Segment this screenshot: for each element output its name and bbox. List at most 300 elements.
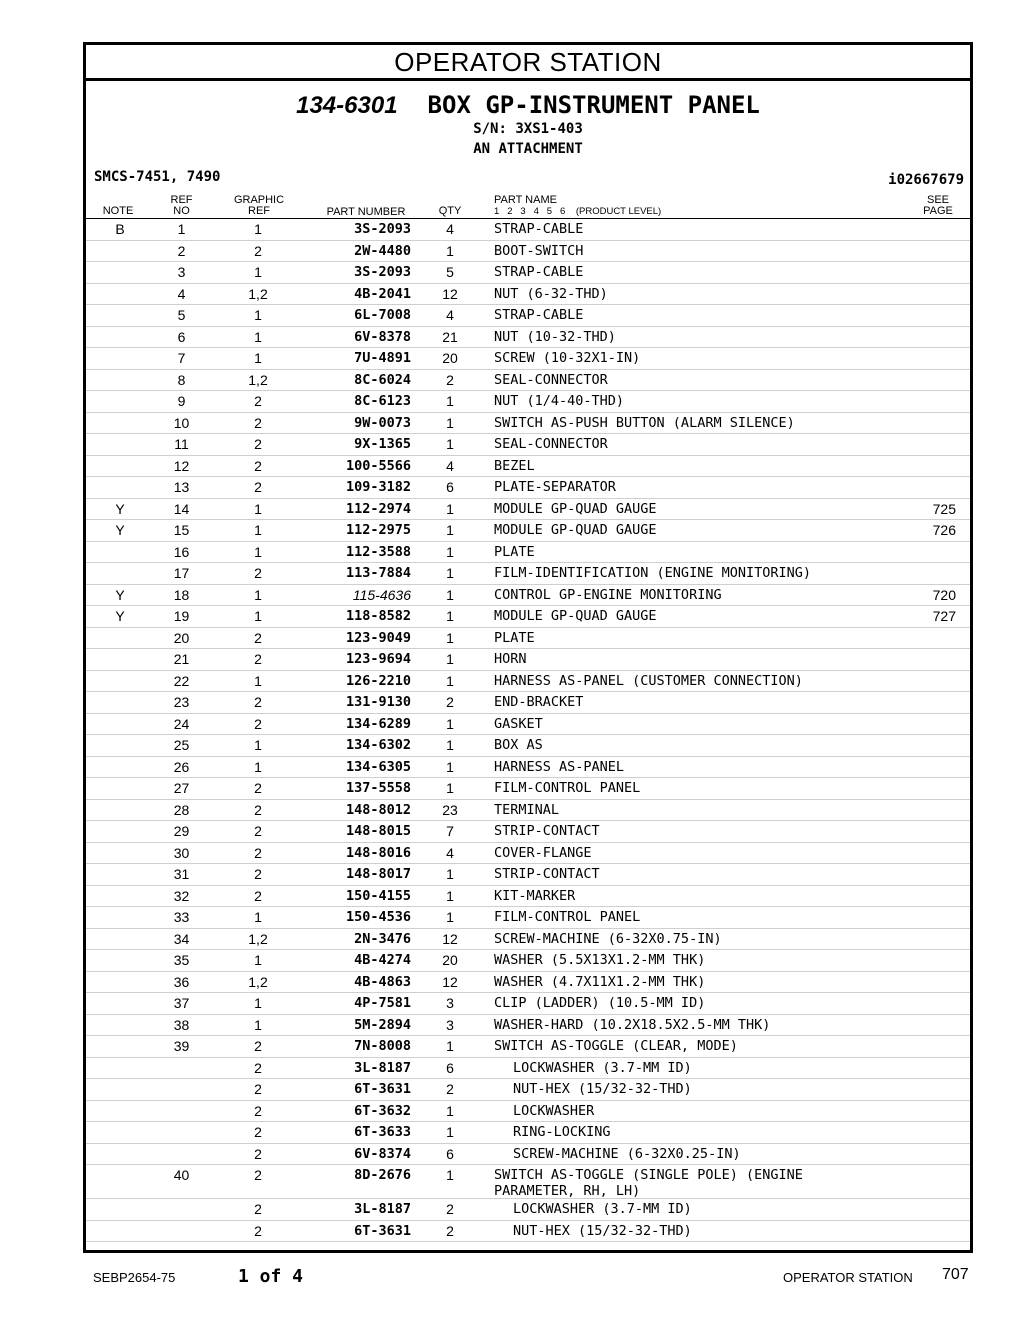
part-number-cell: 109-3182 (345, 479, 411, 495)
part-number-cell: 3L-8187 (354, 1059, 411, 1076)
parts-list-frame (83, 42, 973, 1253)
note-cell: Y (115, 608, 125, 624)
graphic-ref-cell: 2 (254, 436, 262, 452)
part-number-cell: 148-8015 (345, 823, 411, 839)
col-ref-no-line2: NO (173, 205, 190, 217)
group-part-number: 134-6301 (296, 92, 398, 119)
see-page-cell: 727 (932, 608, 956, 624)
part-name-cell: NUT-HEX (15/32-32-THD) (513, 1081, 692, 1097)
qty-cell: 12 (442, 285, 458, 302)
part-name-cell: SEAL-CONNECTOR (494, 436, 608, 452)
table-row (86, 821, 970, 843)
see-page-cell: 720 (932, 586, 956, 603)
part-number-cell: 6V-8374 (354, 1145, 411, 1162)
part-name-cell: PLATE-SEPARATOR (494, 479, 616, 495)
ref-no-cell: 5 (177, 307, 186, 323)
part-number-cell: 126-2210 (345, 672, 411, 689)
part-name-cell: FILM-IDENTIFICATION (ENGINE MONITORING) (494, 565, 811, 581)
note-cell: Y (115, 586, 125, 603)
qty-cell: 12 (442, 930, 458, 947)
part-name-cell: STRAP-CABLE (494, 264, 584, 280)
qty-cell: 6 (446, 1059, 454, 1076)
ref-no-cell: 24 (173, 715, 190, 732)
part-name-cell: FILM-CONTROL PANEL (494, 780, 641, 796)
graphic-ref-cell: 2 (254, 242, 262, 259)
table-row (86, 1015, 970, 1037)
part-name-cell: WASHER (4.7X11X1.2-MM THK) (494, 973, 706, 990)
part-name-cell: SEAL-CONNECTOR (494, 371, 608, 388)
part-number-cell: 4P-7581 (354, 995, 411, 1011)
graphic-ref-cell: 1 (254, 952, 262, 968)
part-number-cell: 113-7884 (345, 565, 411, 581)
part-name-cell: LOCKWASHER (513, 1102, 595, 1119)
ref-no-cell: 40 (173, 1167, 190, 1183)
graphic-ref-cell: 2 (254, 1038, 262, 1054)
part-name-cell: STRIP-CONTACT (494, 866, 600, 882)
ref-no-cell: 13 (173, 479, 190, 495)
part-number-cell: 6T-3633 (354, 1124, 411, 1140)
part-number-cell: 112-2974 (345, 500, 411, 517)
table-row (86, 305, 970, 327)
table-row (86, 520, 970, 542)
table-row (86, 757, 970, 779)
table-row (86, 972, 970, 994)
col-part-number: PART NUMBER (326, 206, 406, 218)
part-number-cell: 3L-8187 (354, 1201, 411, 1217)
section-title: OPERATOR STATION (86, 45, 970, 81)
part-name-cell: NUT-HEX (15/32-32-THD) (513, 1222, 692, 1239)
table-row (86, 219, 970, 241)
part-number-cell: 8D-2676 (354, 1167, 411, 1183)
table-row (86, 671, 970, 693)
qty-cell: 1 (446, 500, 454, 517)
qty-cell: 4 (446, 457, 454, 474)
ref-no-cell: 32 (173, 887, 190, 904)
table-row (86, 370, 970, 392)
part-name-cell: SWITCH AS-TOGGLE (SINGLE POLE) (ENGINE PARAMETER, RH, LH) (494, 1167, 803, 1199)
ref-no-cell: 27 (173, 780, 190, 796)
graphic-ref-cell: 1 (254, 500, 262, 517)
graphic-ref-cell: 2 (254, 694, 262, 710)
part-name-cell: SWITCH AS-PUSH BUTTON (ALARM SILENCE) (494, 414, 795, 431)
part-name-cell: MODULE GP-QUAD GAUGE (494, 500, 657, 517)
table-row (86, 1122, 970, 1144)
table-row (86, 284, 970, 306)
part-number-cell: 7U-4891 (354, 350, 411, 366)
part-number-cell: 5M-2894 (354, 1016, 411, 1033)
col-see-page-line2: PAGE (923, 205, 953, 217)
graphic-ref-cell: 2 (254, 780, 262, 796)
ref-no-cell: 2 (177, 242, 186, 259)
part-name-cell: GASKET (494, 715, 543, 732)
part-name-cell: RING-LOCKING (513, 1124, 611, 1140)
table-row (86, 950, 970, 972)
ref-no-cell: 17 (173, 565, 190, 581)
part-number-cell: 3S-2093 (354, 264, 411, 280)
part-number-cell: 7N-8008 (354, 1038, 411, 1054)
graphic-ref-cell: 1 (254, 543, 262, 560)
part-name-cell: CLIP (LADDER) (10.5-MM ID) (494, 995, 706, 1011)
ref-no-cell: 7 (177, 350, 186, 366)
graphic-ref-cell: 1 (254, 586, 262, 603)
graphic-ref-cell: 2 (254, 823, 262, 839)
part-name-cell: STRIP-CONTACT (494, 823, 600, 839)
table-row (86, 843, 970, 865)
col-note: NOTE (102, 205, 134, 217)
part-name-cell: SWITCH AS-TOGGLE (CLEAR, MODE) (494, 1038, 738, 1054)
ref-no-cell: 4 (177, 285, 186, 302)
part-number-cell: 134-6302 (345, 737, 411, 753)
graphic-ref-cell: 2 (254, 715, 262, 732)
ref-no-cell: 38 (173, 1016, 190, 1033)
part-name-cell: LOCKWASHER (3.7-MM ID) (513, 1059, 692, 1076)
qty-cell: 2 (446, 1081, 454, 1097)
graphic-ref-cell: 1 (254, 995, 262, 1011)
table-row (86, 241, 970, 263)
table-row (86, 993, 970, 1015)
group-part-name: BOX GP-INSTRUMENT PANEL (427, 91, 760, 119)
qty-cell: 2 (446, 1201, 454, 1217)
graphic-ref-cell: 2 (254, 887, 262, 904)
graphic-ref-cell: 1,2 (248, 371, 268, 388)
qty-cell: 4 (446, 844, 454, 861)
graphic-ref-cell: 1 (254, 350, 262, 366)
part-name-cell: SCREW-MACHINE (6-32X0.25-IN) (513, 1145, 741, 1162)
part-number-cell: 134-6305 (345, 758, 411, 775)
qty-cell: 1 (446, 1167, 454, 1183)
qty-cell: 12 (442, 973, 458, 990)
ref-no-cell: 6 (177, 328, 186, 345)
part-number-cell: 8C-6024 (354, 371, 411, 388)
col-ref-no (164, 195, 199, 217)
part-name-cell: LOCKWASHER (3.7-MM ID) (513, 1201, 692, 1217)
ref-no-cell: 11 (174, 436, 189, 452)
qty-cell: 7 (446, 823, 454, 839)
part-name-cell: KIT-MARKER (494, 887, 576, 904)
ref-no-cell: 36 (173, 973, 190, 990)
graphic-ref-cell: 2 (254, 629, 262, 646)
table-row (86, 1221, 970, 1243)
ref-no-cell: 30 (173, 844, 190, 861)
part-number-cell: 123-9049 (345, 629, 411, 646)
ref-no-cell: 19 (173, 608, 190, 624)
note-cell: Y (115, 500, 125, 517)
ref-no-cell: 25 (173, 737, 190, 753)
part-number-cell: 2W-4480 (354, 242, 411, 259)
ref-no-cell: 1 (177, 221, 186, 237)
table-row (86, 262, 970, 284)
ref-no-cell: 39 (173, 1038, 190, 1054)
part-number-cell: 137-5558 (345, 780, 411, 796)
graphic-ref-cell: 2 (254, 1167, 262, 1183)
part-number-cell: 115-4636 (352, 586, 411, 603)
graphic-ref-cell: 1 (254, 672, 262, 689)
table-row (86, 735, 970, 757)
part-number-cell: 9X-1365 (354, 436, 411, 452)
part-number-cell: 150-4536 (345, 909, 411, 925)
part-number-cell: 112-2975 (345, 522, 411, 538)
part-name-cell: SCREW (10-32X1-IN) (494, 350, 641, 366)
qty-cell: 20 (442, 952, 458, 968)
qty-cell: 1 (446, 1102, 454, 1119)
part-number-cell: 150-4155 (345, 887, 411, 904)
graphic-ref-cell: 1 (254, 737, 262, 753)
note-cell: Y (115, 522, 125, 538)
graphic-ref-cell: 2 (254, 414, 262, 431)
qty-cell: 1 (446, 393, 454, 409)
qty-cell: 1 (446, 543, 454, 560)
table-row (86, 477, 970, 499)
col-part-name-line1: PART NAME (494, 194, 557, 206)
qty-cell: 1 (446, 565, 454, 581)
part-name-cell: HARNESS AS-PANEL (CUSTOMER CONNECTION) (494, 672, 803, 689)
qty-cell: 6 (446, 479, 454, 495)
qty-cell: 1 (446, 608, 454, 624)
qty-cell: 1 (446, 780, 454, 796)
part-number-cell: 4B-4274 (354, 952, 411, 968)
table-row (86, 649, 970, 671)
table-row (86, 348, 970, 370)
part-number-cell: 148-8017 (345, 866, 411, 882)
table-row (86, 929, 970, 951)
qty-cell: 1 (446, 866, 454, 882)
ref-no-cell: 29 (173, 823, 190, 839)
table-row (86, 499, 970, 521)
table-row (86, 434, 970, 456)
col-ref-no-line1: REF (170, 194, 193, 206)
qty-cell: 1 (446, 629, 454, 646)
graphic-ref-cell: 1 (254, 522, 262, 538)
table-row (86, 1101, 970, 1123)
serial-number: S/N: 3XS1-403 (473, 121, 583, 137)
col-graphic-ref-line2: REF (248, 205, 270, 217)
table-row (86, 1144, 970, 1166)
col-see-page-line1: SEE (926, 194, 949, 206)
qty-cell: 1 (446, 1124, 454, 1140)
part-number-cell: 131-9130 (345, 694, 411, 710)
graphic-ref-cell: 2 (254, 393, 262, 409)
part-number-cell: 118-8582 (345, 608, 411, 624)
qty-cell: 3 (446, 995, 454, 1011)
table-row (86, 800, 970, 822)
see-page-cell: 725 (932, 500, 956, 517)
col-see-page (918, 195, 958, 217)
part-number-cell: 6V-8378 (354, 328, 411, 345)
footer-page-of: 1 of 4 (238, 1266, 304, 1287)
part-name-cell: BEZEL (494, 457, 535, 474)
part-name-cell: WASHER-HARD (10.2X18.5X2.5-MM THK) (494, 1016, 771, 1033)
table-row (86, 1165, 970, 1199)
part-number-cell: 4B-4863 (354, 973, 411, 990)
table-row (86, 1036, 970, 1058)
ref-no-cell: 31 (173, 866, 190, 882)
qty-cell: 1 (446, 737, 454, 753)
part-name-cell: COVER-FLANGE (494, 844, 592, 861)
table-row (86, 456, 970, 478)
qty-cell: 2 (446, 1222, 454, 1239)
table-row (86, 413, 970, 435)
qty-cell: 5 (446, 264, 454, 280)
table-row (86, 907, 970, 929)
ref-no-cell: 23 (173, 694, 190, 710)
part-name-cell: MODULE GP-QUAD GAUGE (494, 608, 657, 624)
part-name-cell: PLATE (494, 543, 535, 560)
table-row (86, 692, 970, 714)
col-part-name (494, 195, 814, 217)
table-row (86, 606, 970, 628)
attachment-label: AN ATTACHMENT (473, 141, 583, 157)
part-name-cell: NUT (6-32-THD) (494, 285, 608, 302)
graphic-ref-cell: 2 (254, 1081, 262, 1097)
part-name-cell: BOOT-SWITCH (494, 242, 584, 259)
graphic-ref-cell: 1,2 (248, 930, 268, 947)
qty-cell: 20 (442, 350, 458, 366)
part-name-cell: HORN (494, 651, 527, 667)
table-row (86, 542, 970, 564)
qty-cell: 6 (446, 1145, 454, 1162)
part-name-cell: STRAP-CABLE (494, 221, 584, 237)
part-name-cell: STRAP-CABLE (494, 307, 584, 323)
part-name-cell: WASHER (5.5X13X1.2-MM THK) (494, 952, 706, 968)
qty-cell: 1 (446, 909, 454, 925)
part-name-cell: END-BRACKET (494, 694, 584, 710)
ref-no-cell: 20 (173, 629, 190, 646)
part-number-cell: 123-9694 (345, 651, 411, 667)
qty-cell: 1 (446, 436, 454, 452)
part-name-cell: FILM-CONTROL PANEL (494, 909, 641, 925)
qty-cell: 1 (446, 651, 454, 667)
part-number-cell: 6T-3631 (354, 1222, 411, 1239)
graphic-ref-cell: 1 (254, 328, 262, 345)
part-name-cell: PLATE (494, 629, 535, 646)
graphic-ref-cell: 2 (254, 457, 262, 474)
table-row (86, 391, 970, 413)
graphic-ref-cell: 1 (254, 221, 262, 237)
ref-no-cell: 21 (173, 651, 190, 667)
qty-cell: 2 (446, 694, 454, 710)
qty-cell: 1 (446, 522, 454, 538)
part-name-cell: MODULE GP-QUAD GAUGE (494, 522, 657, 538)
part-name-cell: BOX AS (494, 737, 543, 753)
part-number-cell: 100-5566 (345, 457, 411, 474)
ref-no-cell: 16 (173, 543, 190, 560)
part-number-cell: 8C-6123 (354, 393, 411, 409)
qty-cell: 1 (446, 887, 454, 904)
ref-no-cell: 22 (173, 672, 190, 689)
ref-no-cell: 35 (173, 952, 190, 968)
part-number-cell: 6T-3632 (354, 1102, 411, 1119)
note-cell: B (115, 221, 125, 237)
ref-no-cell: 26 (173, 758, 190, 775)
part-name-cell: HARNESS AS-PANEL (494, 758, 625, 775)
qty-cell: 1 (446, 242, 454, 259)
table-row (86, 563, 970, 585)
part-number-cell: 134-6289 (345, 715, 411, 732)
part-number-cell: 148-8012 (345, 801, 411, 818)
graphic-ref-cell: 1,2 (248, 285, 268, 302)
ref-no-cell: 9 (177, 393, 186, 409)
graphic-ref-cell: 2 (254, 866, 262, 882)
footer-doc-id: SEBP2654-75 (93, 1270, 176, 1285)
part-number-cell: 6T-3631 (354, 1081, 411, 1097)
ref-no-cell: 3 (177, 264, 186, 280)
table-row (86, 327, 970, 349)
part-name-cell: TERMINAL (494, 801, 560, 818)
part-number-cell: 4B-2041 (354, 285, 411, 302)
table-row (86, 778, 970, 800)
part-number-cell: 112-3588 (345, 543, 411, 560)
ref-no-cell: 8 (177, 371, 186, 388)
qty-cell: 4 (446, 307, 454, 323)
graphic-ref-cell: 2 (254, 1222, 262, 1239)
part-number-cell: 2N-3476 (354, 930, 411, 947)
graphic-ref-cell: 2 (254, 1124, 262, 1140)
graphic-ref-cell: 1 (254, 758, 262, 775)
col-qty: QTY (438, 205, 462, 217)
footer-page-number: 707 (942, 1266, 969, 1283)
graphic-ref-cell: 2 (254, 1201, 262, 1217)
qty-cell: 21 (442, 328, 458, 345)
part-name-cell: NUT (1/4-40-THD) (494, 393, 625, 409)
qty-cell: 1 (446, 1038, 454, 1054)
part-number-cell: 9W-0073 (354, 414, 411, 431)
group-title (86, 91, 970, 120)
ref-no-cell: 33 (173, 909, 190, 925)
table-row (86, 585, 970, 607)
graphic-ref-cell: 2 (254, 479, 262, 495)
see-page-cell: 726 (932, 522, 956, 538)
qty-cell: 1 (446, 758, 454, 775)
part-number-cell: 148-8016 (345, 844, 411, 861)
qty-cell: 1 (446, 586, 454, 603)
table-row (86, 886, 970, 908)
parts-table (86, 219, 970, 1242)
ref-no-cell: 37 (173, 995, 190, 1011)
table-row (86, 628, 970, 650)
graphic-ref-cell: 2 (254, 844, 262, 861)
part-name-cell: NUT (10-32-THD) (494, 328, 616, 345)
qty-cell: 3 (446, 1016, 454, 1033)
part-name-cell: CONTROL GP-ENGINE MONITORING (494, 586, 722, 603)
part-name-cell: SCREW-MACHINE (6-32X0.75-IN) (494, 930, 722, 947)
ref-no-cell: 34 (173, 930, 190, 947)
table-row (86, 1079, 970, 1101)
qty-cell: 4 (446, 221, 454, 237)
footer-section: OPERATOR STATION (783, 1270, 913, 1285)
illustration-id: i02667679 (888, 172, 964, 188)
part-number-cell: 3S-2093 (354, 221, 411, 237)
graphic-ref-cell: 2 (254, 1102, 262, 1119)
qty-cell: 1 (446, 672, 454, 689)
graphic-ref-cell: 2 (254, 1059, 262, 1076)
graphic-ref-cell: 2 (254, 1145, 262, 1162)
table-row (86, 1199, 970, 1221)
smcs-code: SMCS-7451, 7490 (94, 169, 221, 185)
table-row (86, 1058, 970, 1080)
qty-cell: 2 (446, 371, 454, 388)
qty-cell: 1 (446, 414, 454, 431)
qty-cell: 1 (446, 715, 454, 732)
part-number-cell: 6L-7008 (354, 307, 411, 323)
graphic-ref-cell: 1 (254, 909, 262, 925)
ref-no-cell: 14 (173, 500, 190, 517)
graphic-ref-cell: 1 (254, 608, 262, 624)
graphic-ref-cell: 2 (254, 651, 262, 667)
ref-no-cell: 12 (173, 457, 190, 474)
ref-no-cell: 28 (173, 801, 190, 818)
graphic-ref-cell: 2 (254, 565, 262, 581)
graphic-ref-cell: 1 (254, 264, 262, 280)
